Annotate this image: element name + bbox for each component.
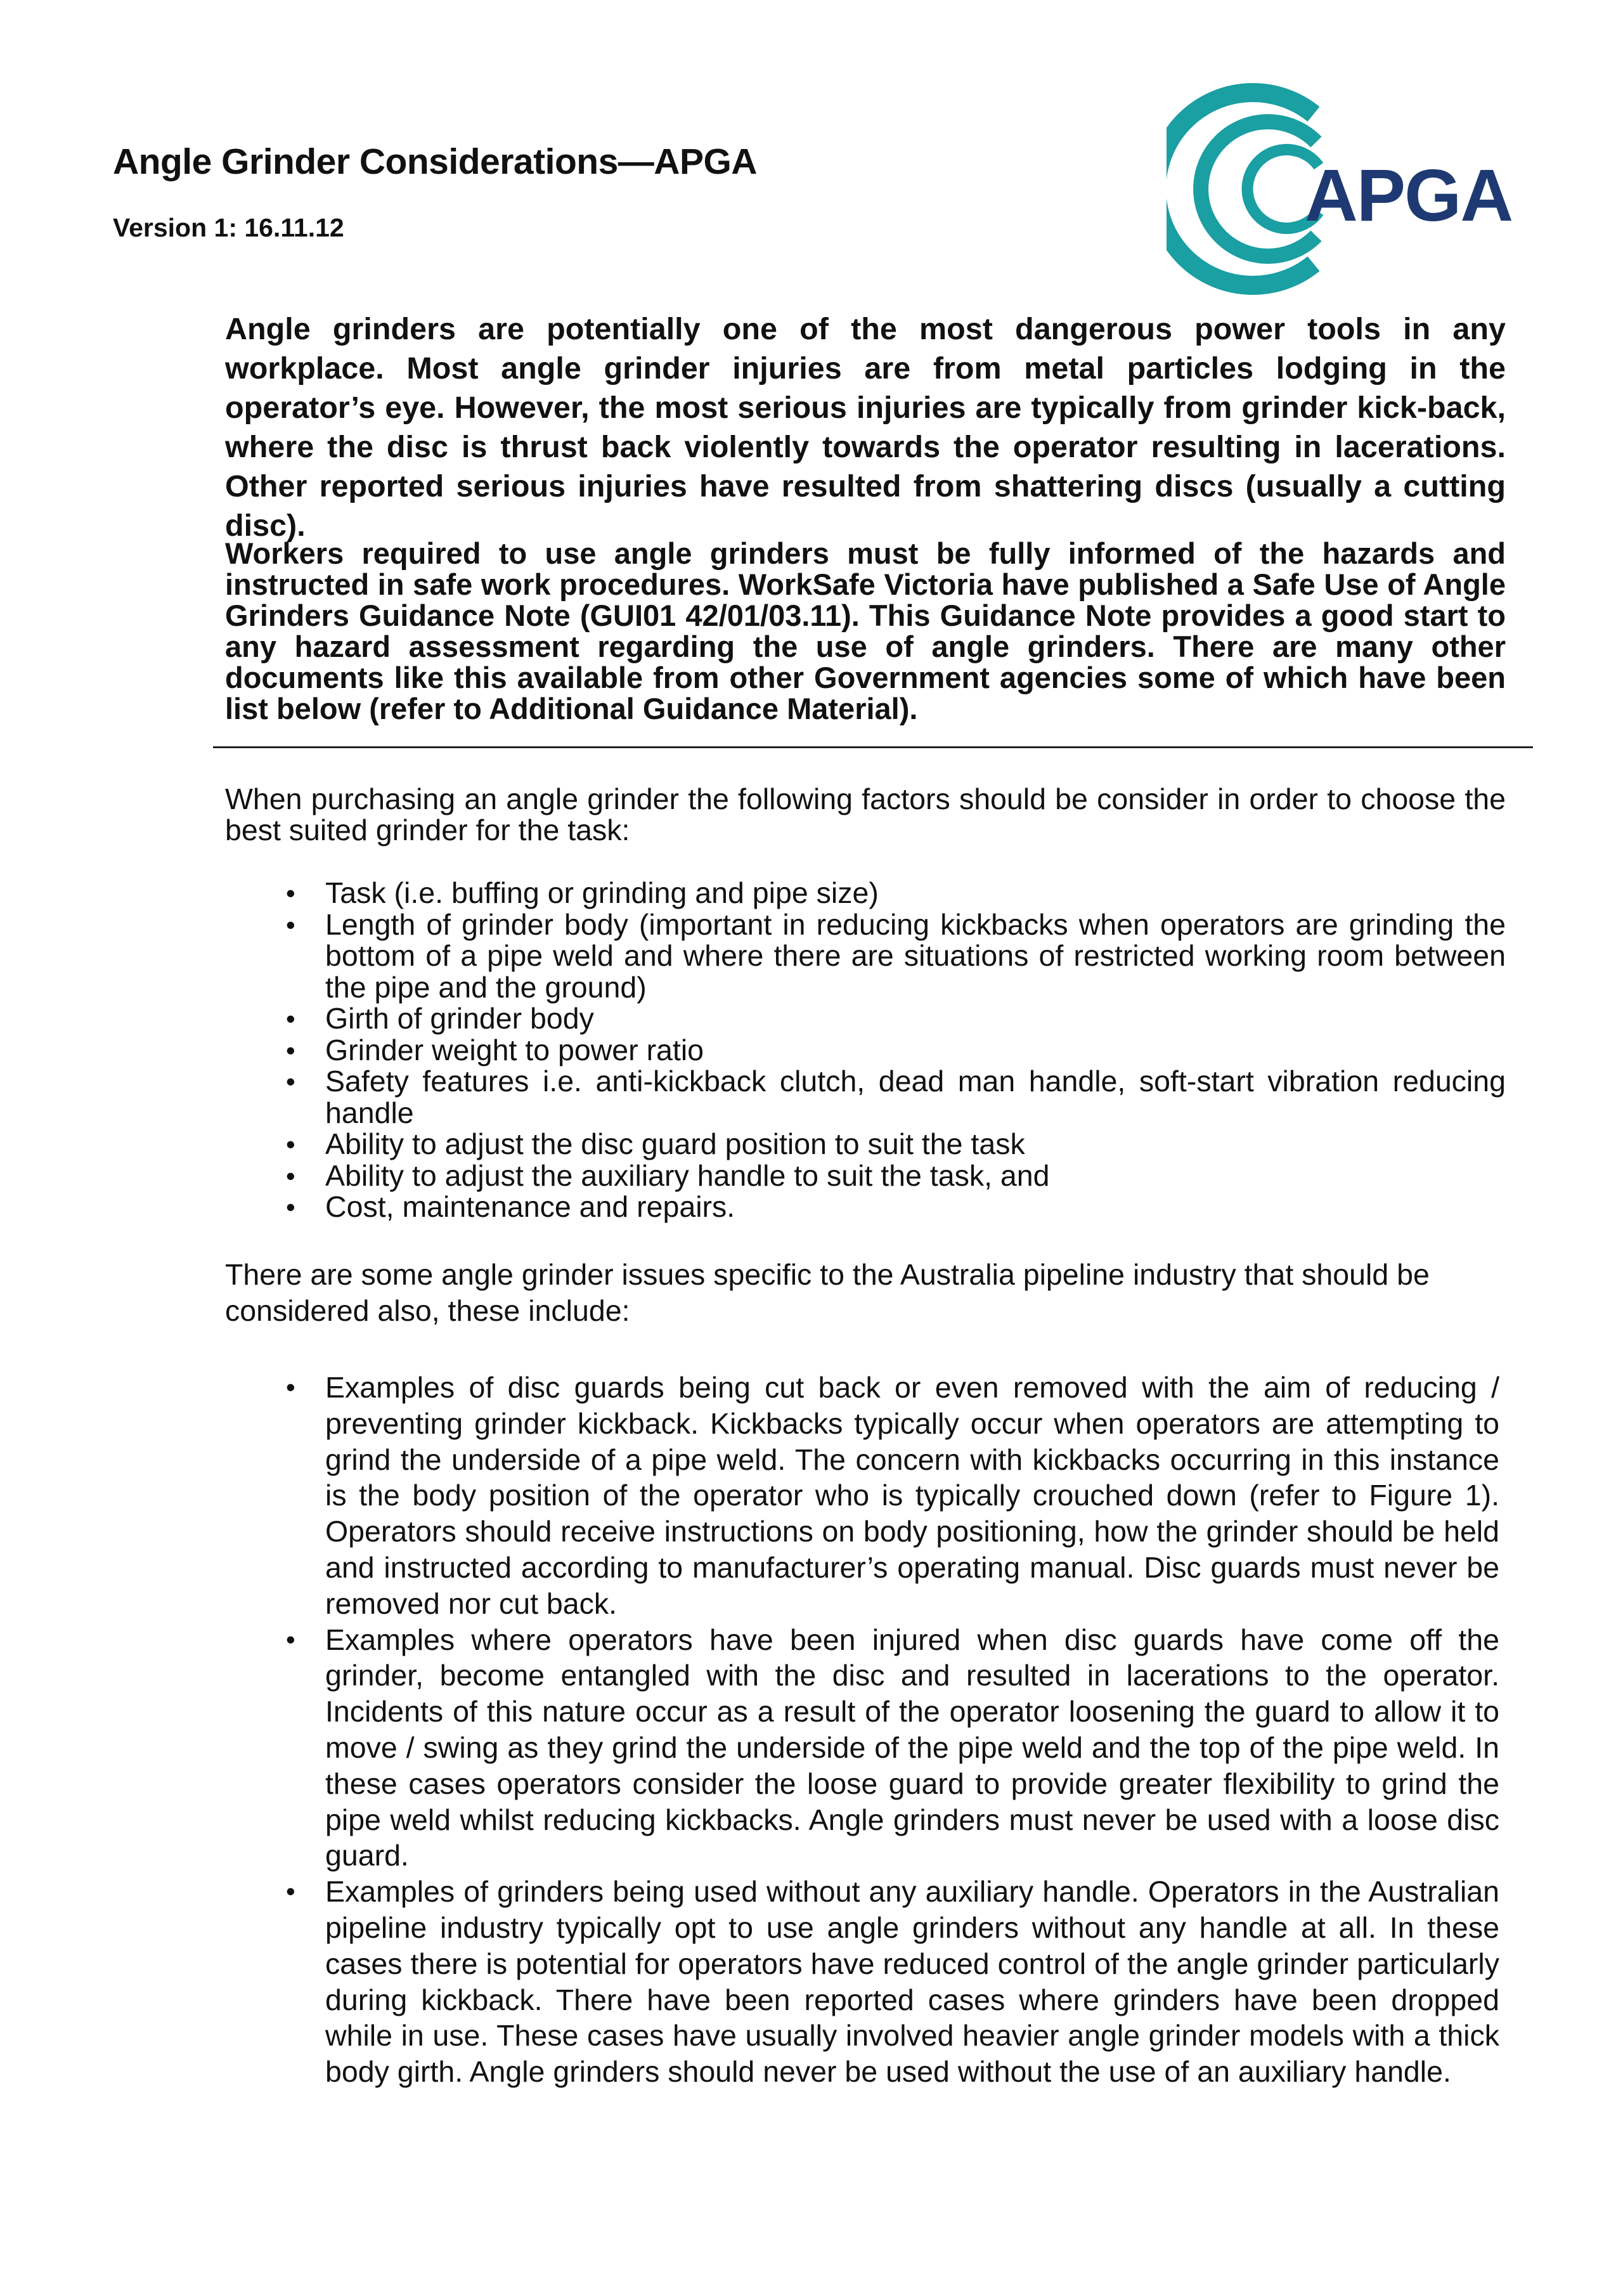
bullet-icon: •	[286, 1624, 295, 1654]
bullet-icon: •	[286, 1372, 295, 1402]
bullet-icon: •	[286, 1035, 295, 1065]
bullet-icon: •	[286, 909, 295, 940]
purchasing-factors-list	[225, 878, 1506, 1223]
apga-logo	[1167, 81, 1534, 297]
list-item: • Ability to adjust the auxiliary handle to suit the task, and	[286, 1158, 1050, 1192]
document-title: Angle Grinder Considerations—APGA	[113, 141, 757, 182]
intro-paragraph-1: Angle grinders are potentially one of the most dangerous power tools in any workplace. Most angle grinder injuries are from metal particles lodging in the operator’s eye. However, the most serious injuries are typically from grinder kick-back, where the disc is thrust back violently towards the operator resulting in lacerations. Other reported serious injuries have resulted from shattering discs (usually a cutting disc).	[225, 312, 1506, 543]
list-item: • Length of grinder body (important in reducing kickbacks when operators are grinding the bottom of a pipe weld and where there are situations of restricted working room between the pipe and the ground)	[286, 907, 1506, 1004]
issues-intro: There are some angle grinder issues specific to the Australia pipeline industry that should be considered also, these include:	[225, 1258, 1430, 1327]
list-item: • Examples of disc guards being cut back or even removed with the aim of reducing / preventing grinder kickback. Kickbacks typically occur when operators are attempting to grind the underside of a pipe weld. The concern with kickbacks occurring in this instance is the body position of the operator who is typically crouched down (refer to Figure 1). Operators should receive instructions on body positioning, how the grinder should be held and instructed according to manufacturer’s operating manual. Disc guards must never be removed nor cut back.	[286, 1371, 1499, 1620]
list-item: • Cost, maintenance and repairs.	[286, 1190, 735, 1223]
list-item: • Ability to adjust the disc guard position to suit the task	[286, 1127, 1025, 1160]
list-item: • Girth of grinder body	[286, 1002, 594, 1035]
list-item: • Examples of grinders being used without any auxiliary handle. Operators in the Australian pipeline industry typically opt to use angle grinders without any handle at all. In these cases there is potential for operators have reduced control of the angle grinder particularly during kickback. There have been reported cases where grinders have been dropped while in use. These cases have usually involved heavier angle grinder models with a thick body girth. Angle grinders should never be used without the use of an auxiliary handle.	[286, 1875, 1499, 2089]
bullet-icon: •	[286, 1192, 295, 1222]
bullet-icon: •	[286, 878, 295, 908]
list-item: • Safety features i.e. anti-kickback clutch, dead man handle, soft-start vibration reducing handle	[286, 1065, 1506, 1129]
list-item: • Examples where operators have been injured when disc guards have come off the grinder, become entangled with the disc and resulted in lacerations to the operator. Incidents of this nature occur as a result of the operator loosening the guard to allow it to move / swing as they grind the underside of the pipe weld and the top of the pipe weld. In these cases operators consider the loose guard to provide greater flexibility to grind the pipe weld whilst reducing kickbacks. Angle grinders must never be used with a loose disc guard.	[286, 1623, 1499, 1872]
apga-logo-swirl-icon	[1167, 93, 1319, 285]
list-item: • Grinder weight to power ratio	[286, 1033, 704, 1067]
document-version: Version 1: 16.11.12	[113, 213, 344, 242]
bullet-icon: •	[286, 1067, 295, 1096]
issues-list	[225, 1370, 1499, 2090]
bullet-icon: •	[286, 1160, 295, 1191]
intro-paragraph-2: Workers required to use angle grinders must be fully informed of the hazards and instructed in safe work procedures. WorkSafe Victoria have published a Safe Use of Angle Grinders Guidance Note (GUI01 42/01/03.11). This Guidance Note provides a good start to any hazard assessment regarding the use of angle grinders. There are many other documents like this available from other Government agencies some of which have been list below (refer to Additional Guidance Material).	[225, 536, 1506, 725]
bullet-icon: •	[286, 1876, 295, 1907]
section-divider	[213, 746, 1533, 748]
purchasing-intro: When purchasing an angle grinder the following factors should be consider in order to choose the best suited grinder for the task:	[225, 782, 1506, 846]
bullet-icon: •	[286, 1129, 295, 1159]
bullet-icon: •	[286, 1004, 295, 1034]
list-item: • Task (i.e. buffing or grinding and pipe size)	[286, 876, 879, 909]
apga-logo-text: APGA	[1305, 154, 1513, 237]
